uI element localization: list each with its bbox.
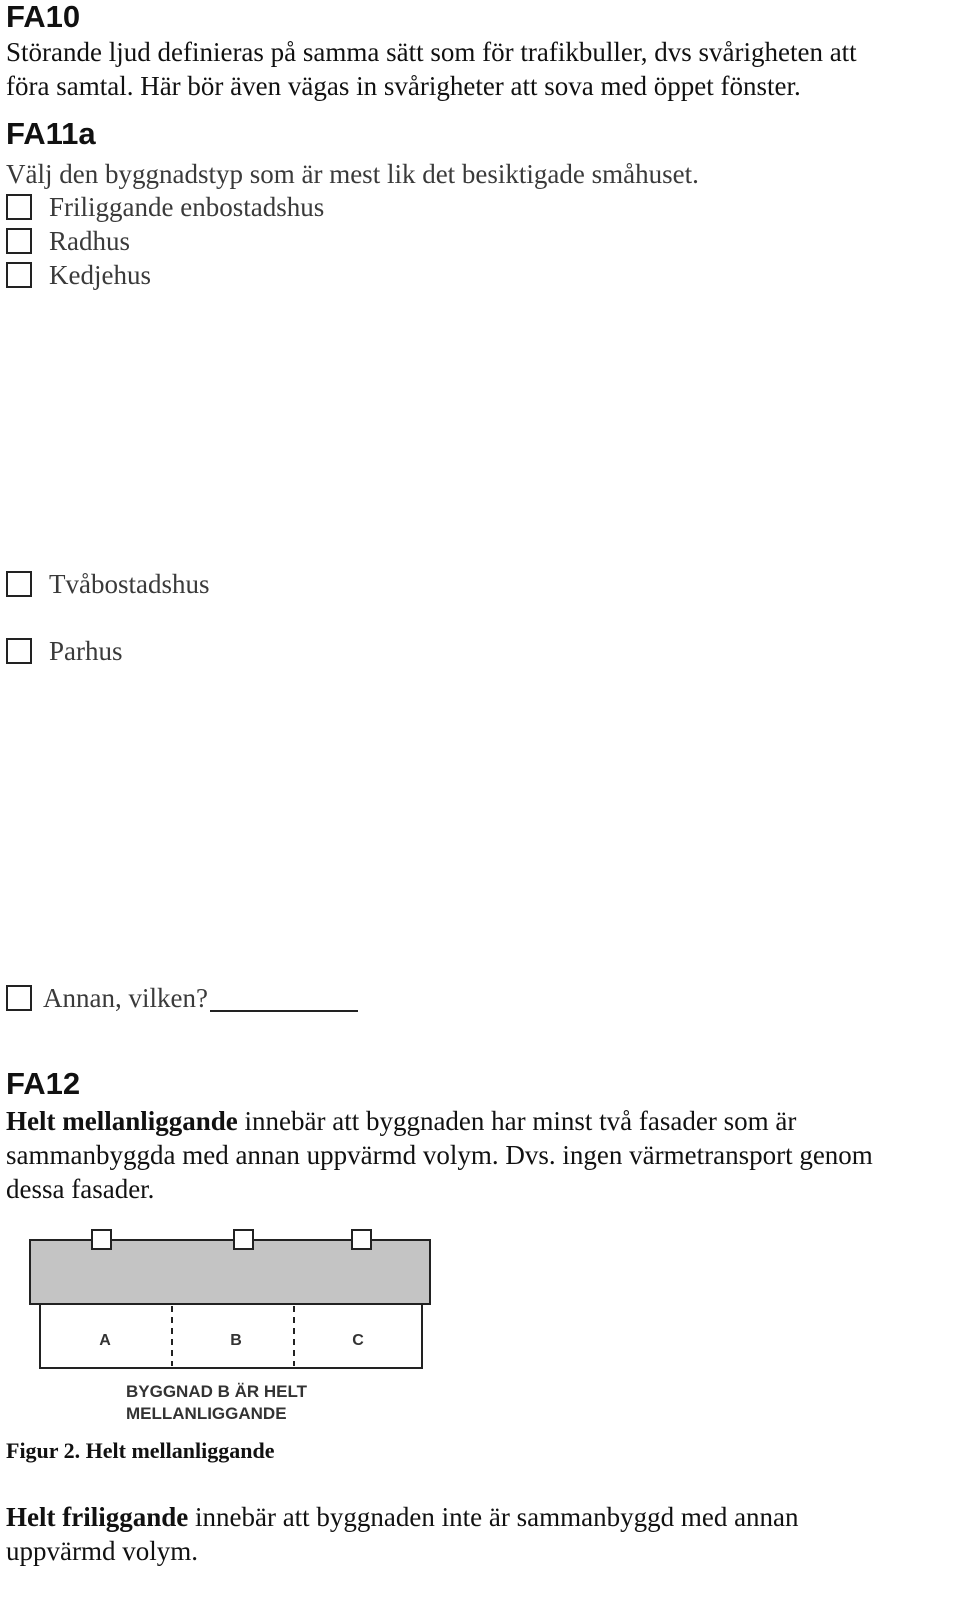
option-kedjehus[interactable] xyxy=(6,258,151,292)
fa12-text-line1 xyxy=(6,1104,796,1138)
option-annan[interactable] xyxy=(6,981,358,1015)
checkbox-icon[interactable] xyxy=(6,571,32,597)
option-tvabostadshus[interactable] xyxy=(6,567,209,601)
option-label: Annan, vilken? xyxy=(43,983,208,1013)
option-label: Kedjehus xyxy=(49,260,151,290)
fa10-heading: FA10 xyxy=(6,0,81,34)
diagram-note-line1: BYGGNAD B ÄR HELT xyxy=(126,1382,308,1401)
fa12-heading: FA12 xyxy=(6,1066,81,1101)
option-label: Tvåbostadshus xyxy=(49,569,210,599)
checkbox-icon[interactable] xyxy=(6,228,32,254)
unit-label-b: B xyxy=(230,1332,242,1349)
option-parhus[interactable] xyxy=(6,634,123,668)
chimney-icon xyxy=(352,1230,371,1249)
terrace-house-diagram xyxy=(0,1222,440,1427)
fa12-text-line3: dessa fasader. xyxy=(6,1174,155,1204)
option-label: Radhus xyxy=(49,226,130,256)
checkbox-icon[interactable] xyxy=(6,194,32,220)
diagram-note-line2: MELLANLIGGANDE xyxy=(126,1404,287,1423)
fa11a-heading: FA11a xyxy=(6,116,96,151)
option-label: Friliggande enbostadshus xyxy=(49,192,325,222)
chimney-icon xyxy=(92,1230,111,1249)
unit-label-c: C xyxy=(352,1332,364,1349)
checkbox-icon[interactable] xyxy=(6,638,32,664)
fa12-text-line2: sammanbyggda med annan uppvärmd volym. Dvs. ingen värmetransport genom xyxy=(6,1140,873,1170)
fa12-text2-line1 xyxy=(6,1500,799,1534)
chimney-icon xyxy=(234,1230,253,1249)
figure-caption: Figur 2. Helt mellanliggande xyxy=(6,1438,275,1463)
option-label: Parhus xyxy=(49,636,123,666)
checkbox-icon[interactable] xyxy=(6,262,32,288)
term-helt-mellanliggande: Helt mellanliggande xyxy=(6,1106,238,1136)
fa10-text-line2: föra samtal. Här bör även vägas in svårigheter att sova med öppet fönster. xyxy=(6,71,801,101)
fa10-text-line1: Störande ljud definieras på samma sätt som för trafikbuller, dvs svårigheten att xyxy=(6,37,857,67)
option-friliggande-enbostadshus[interactable] xyxy=(6,190,324,224)
term-helt-friliggande: Helt friliggande xyxy=(6,1502,189,1532)
fa11a-intro: Välj den byggnadstyp som är mest lik det besiktigade småhuset. xyxy=(6,159,699,189)
fa12-text-rest: innebär att byggnaden har minst två fasader som är xyxy=(237,1106,797,1136)
unit-label-a: A xyxy=(99,1332,111,1349)
option-radhus[interactable] xyxy=(6,224,130,258)
other-answer-line[interactable] xyxy=(210,984,358,1012)
fa12-text2-line2: uppvärmd volym. xyxy=(6,1536,198,1566)
fa12-text2-rest: innebär att byggnaden inte är sammanbyggd med annan xyxy=(188,1502,799,1532)
checkbox-icon[interactable] xyxy=(6,985,32,1011)
